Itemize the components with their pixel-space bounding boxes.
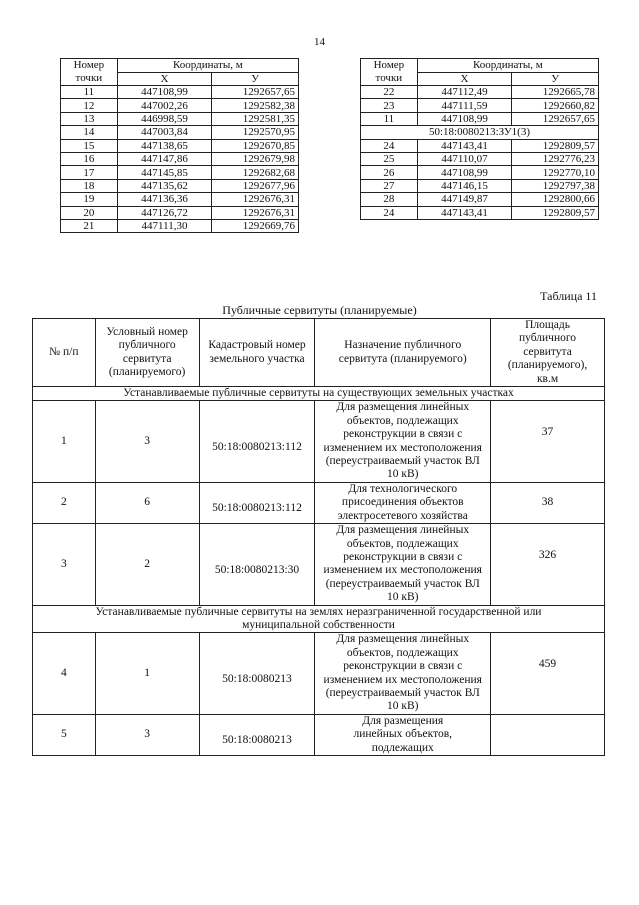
row-number: 4	[33, 633, 96, 714]
cadastral-number: 50:18:0080213:112	[199, 482, 315, 523]
coordinate-y: 1292682,68	[212, 166, 299, 179]
coordinate-x: 447003,84	[117, 126, 212, 139]
coordinate-y: 1292669,76	[212, 219, 299, 232]
coordinate-x: 447146,15	[417, 179, 512, 192]
section-unallocated-lands: Устанавливаемые публичные сервитуты на землях неразграниченной государственной или муниципальной собственности	[33, 605, 605, 633]
coordinate-x: 447108,99	[417, 166, 512, 179]
coordinate-y: 1292657,65	[512, 112, 599, 125]
cadastral-number: 50:18:0080213	[199, 633, 315, 714]
point-number: 24	[361, 206, 418, 219]
coordinate-x: 447135,62	[117, 179, 212, 192]
point-number: 11	[361, 112, 418, 125]
point-number: 26	[361, 166, 418, 179]
servitude-row	[33, 401, 605, 482]
point-number: 25	[361, 152, 418, 165]
cadastral-number: 50:18:0080213	[199, 714, 315, 755]
area: 38	[491, 482, 605, 523]
coordinate-x: 447108,99	[417, 112, 512, 125]
point-number: 22	[361, 86, 418, 99]
coordinates-table-left	[60, 58, 299, 233]
coordinate-y: 1292660,82	[512, 99, 599, 112]
conditional-number: 2	[95, 524, 199, 605]
coordinate-row	[61, 126, 299, 139]
servitude-row	[33, 482, 605, 523]
point-number: 15	[61, 139, 118, 152]
coordinate-row	[361, 166, 599, 179]
purpose: Для размещения линейных объектов, подлежащих реконструкции в связи с изменением их местоположения (переустраиваемый участок ВЛ 10 кВ)	[315, 524, 491, 605]
row-number: 5	[33, 714, 96, 755]
row-number: 2	[33, 482, 96, 523]
cadastral-number: 50:18:0080213:112	[199, 401, 315, 482]
conditional-number: 1	[95, 633, 199, 714]
row-number: 1	[33, 401, 96, 482]
coordinate-y: 1292776,23	[512, 152, 599, 165]
coordinate-x: 447138,65	[117, 139, 212, 152]
coordinate-y: 1292665,78	[512, 86, 599, 99]
coordinate-y: 1292670,85	[212, 139, 299, 152]
coordinate-y: 1292797,38	[512, 179, 599, 192]
coordinates-right-body-b	[361, 139, 599, 219]
coordinate-row	[61, 206, 299, 219]
coordinate-row	[61, 86, 299, 99]
coordinate-x: 447002,26	[117, 99, 212, 112]
coordinate-y: 1292809,57	[512, 139, 599, 152]
coordinate-row	[361, 112, 599, 125]
parcel-label: 50:18:0080213:ЗУ1(3)	[361, 126, 599, 139]
servitudes-body-unallocated	[33, 633, 605, 756]
header-x: X	[117, 72, 212, 86]
coordinate-x: 447126,72	[117, 206, 212, 219]
purpose: Для размещения линейных объектов, подлежащих реконструкции в связи с изменением их местоположения (переустраиваемый участок ВЛ 10 кВ)	[315, 633, 491, 714]
point-number: 20	[61, 206, 118, 219]
coordinate-y: 1292676,31	[212, 193, 299, 206]
header-area: Площадь публичного сервитута (планируемого), кв.м	[491, 319, 605, 387]
coordinate-x: 447110,07	[417, 152, 512, 165]
header-cadastral-number: Кадастровый номер земельного участка	[199, 319, 315, 387]
purpose: Для технологического присоединения объектов электросетевого хозяйства	[315, 482, 491, 523]
servitudes-table	[32, 318, 605, 756]
coordinate-x: 447145,85	[117, 166, 212, 179]
coordinate-row	[61, 152, 299, 165]
header-row-number: № п/п	[33, 319, 96, 387]
coordinate-x: 446998,59	[117, 112, 212, 125]
point-number: 18	[61, 179, 118, 192]
section-existing-plots: Устанавливаемые публичные сервитуты на существующих земельных участках	[33, 387, 605, 401]
coordinate-y: 1292581,35	[212, 112, 299, 125]
header-point-number: Номер точки	[361, 59, 418, 86]
point-number: 17	[61, 166, 118, 179]
point-number: 21	[61, 219, 118, 232]
coordinate-row	[61, 179, 299, 192]
header-y: У	[212, 72, 299, 86]
coordinate-row	[361, 152, 599, 165]
coordinate-row	[61, 112, 299, 125]
coordinate-y: 1292657,65	[212, 86, 299, 99]
point-number: 23	[361, 99, 418, 112]
row-number: 3	[33, 524, 96, 605]
coordinate-row	[361, 206, 599, 219]
point-number: 11	[61, 86, 118, 99]
servitudes-header-row	[33, 319, 605, 387]
table-title: Публичные сервитуты (планируемые)	[222, 303, 417, 317]
coordinate-x: 447147,86	[117, 152, 212, 165]
point-number: 13	[61, 112, 118, 125]
purpose: Для размещения линейных объектов, подлежащих	[315, 714, 491, 755]
coordinate-y: 1292582,38	[212, 99, 299, 112]
coordinate-y: 1292800,66	[512, 193, 599, 206]
coordinate-y: 1292809,57	[512, 206, 599, 219]
cadastral-number: 50:18:0080213:30	[199, 524, 315, 605]
servitude-row	[33, 714, 605, 755]
servitudes-body-existing	[33, 401, 605, 605]
header-y: У	[512, 72, 599, 86]
area	[491, 714, 605, 755]
coordinates-table-right	[360, 58, 599, 220]
coordinate-row	[61, 139, 299, 152]
point-number: 14	[61, 126, 118, 139]
conditional-number: 3	[95, 401, 199, 482]
coordinate-row	[361, 139, 599, 152]
coordinate-y: 1292676,31	[212, 206, 299, 219]
coordinate-row	[361, 179, 599, 192]
coordinates-right-body-a	[361, 86, 599, 126]
coordinate-row	[361, 99, 599, 112]
coordinate-x: 447112,49	[417, 86, 512, 99]
servitude-row	[33, 633, 605, 714]
page-number: 14	[314, 36, 325, 48]
coordinate-x: 447136,36	[117, 193, 212, 206]
coordinate-y: 1292570,95	[212, 126, 299, 139]
coordinate-x: 447108,99	[117, 86, 212, 99]
table-label: Таблица 11	[540, 289, 597, 303]
coordinate-x: 447111,30	[117, 219, 212, 232]
header-x: X	[417, 72, 512, 86]
servitude-row	[33, 524, 605, 605]
coordinate-x: 447111,59	[417, 99, 512, 112]
header-coordinates: Координаты, м	[117, 59, 298, 73]
header-conditional-number: Условный номер публичного сервитута (планируемого)	[95, 319, 199, 387]
area: 326	[491, 524, 605, 605]
purpose: Для размещения линейных объектов, подлежащих реконструкции в связи с изменением их местоположения (переустраиваемый участок ВЛ 10 кВ)	[315, 401, 491, 482]
coordinate-row	[61, 219, 299, 232]
header-point-number: Номер точки	[61, 59, 118, 86]
coordinate-row	[61, 99, 299, 112]
coordinate-x: 447143,41	[417, 139, 512, 152]
header-coordinates: Координаты, м	[417, 59, 598, 73]
coordinate-y: 1292677,96	[212, 179, 299, 192]
point-number: 19	[61, 193, 118, 206]
coordinate-y: 1292679,98	[212, 152, 299, 165]
coordinate-y: 1292770,10	[512, 166, 599, 179]
coordinate-row	[61, 166, 299, 179]
coordinate-x: 447149,87	[417, 193, 512, 206]
coordinate-row	[361, 86, 599, 99]
area: 37	[491, 401, 605, 482]
point-number: 16	[61, 152, 118, 165]
point-number: 24	[361, 139, 418, 152]
coordinates-left-body	[61, 86, 299, 233]
conditional-number: 3	[95, 714, 199, 755]
conditional-number: 6	[95, 482, 199, 523]
coordinate-row	[61, 193, 299, 206]
header-purpose: Назначение публичного сервитута (планируемого)	[315, 319, 491, 387]
point-number: 28	[361, 193, 418, 206]
coordinate-row	[361, 193, 599, 206]
point-number: 12	[61, 99, 118, 112]
area: 459	[491, 633, 605, 714]
point-number: 27	[361, 179, 418, 192]
coordinate-x: 447143,41	[417, 206, 512, 219]
